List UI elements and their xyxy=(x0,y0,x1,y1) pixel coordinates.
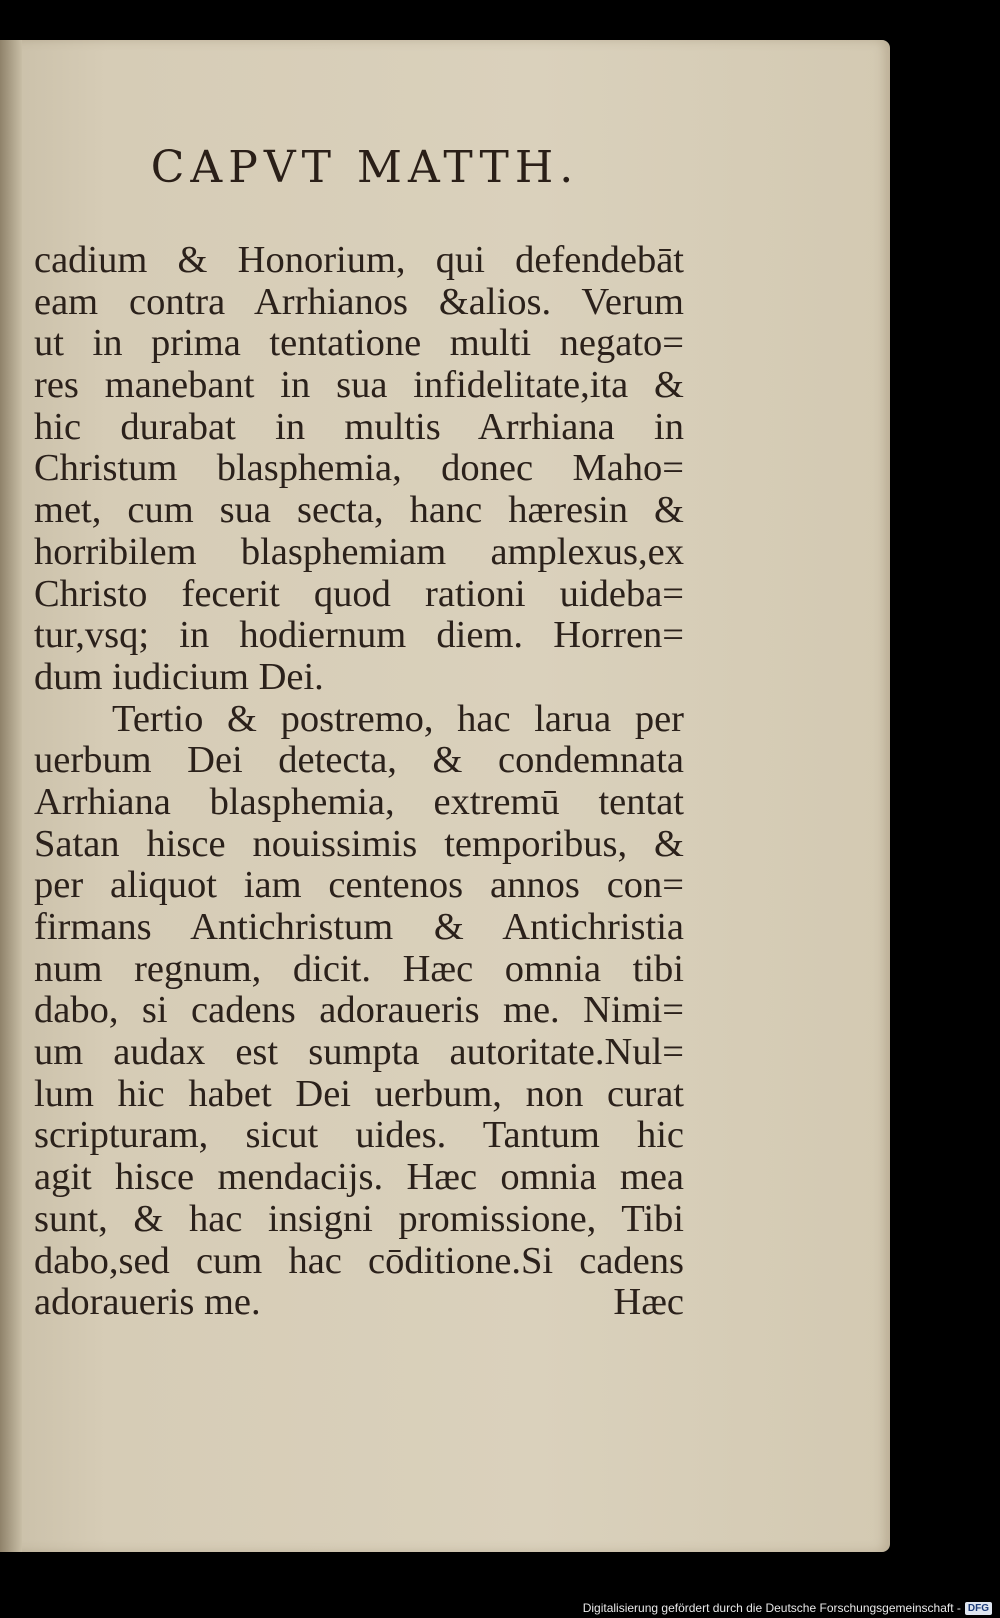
dfg-logo: DFG xyxy=(965,1602,992,1615)
text-line: lum hic habet Dei uerbum, non curat xyxy=(34,1072,684,1115)
text-line: dabo, si cadens adoraueris me. Nimi= xyxy=(34,989,684,1032)
catchword: Hæc xyxy=(613,1281,684,1324)
text-line: dabo,sed cum hac cōditione.Si cadens xyxy=(34,1239,684,1282)
text-line-end: adoraueris me. xyxy=(34,1281,261,1324)
text-line: dum iudicium Dei. xyxy=(34,655,324,698)
credit-text: Digitalisierung gefördert durch die Deutsche Forschungsgemeinschaft - xyxy=(582,1601,961,1615)
text-line: eam contra Arrhianos &alios. Verum xyxy=(34,280,684,323)
text-line: Satan hisce nouissimis temporibus, & xyxy=(34,822,684,865)
text-line: Christum blasphemia, donec Maho= xyxy=(34,447,684,490)
text-line: Christo fecerit quod rationi uideba= xyxy=(34,572,684,615)
text-line: per aliquot iam centenos annos con= xyxy=(34,864,684,907)
text-line: uerbum Dei detecta, & condemnata xyxy=(34,739,684,782)
text-line: tur,vsq; in hodiernum diem. Horren= xyxy=(34,614,684,657)
text-line: num regnum, dicit. Hæc omnia tibi xyxy=(34,947,684,990)
running-head: CAPVT MATTH. xyxy=(150,142,580,193)
text-line: hic durabat in multis Arrhiana in xyxy=(34,405,684,448)
text-line: sunt, & hac insigni promissione, Tibi xyxy=(34,1197,684,1240)
text-line: scripturam, sicut uides. Tantum hic xyxy=(34,1114,684,1157)
book-page xyxy=(0,40,890,1552)
text-line: met, cum sua secta, hanc hæresin & xyxy=(34,489,684,532)
text-line: um audax est sumpta autoritate.Nul= xyxy=(34,1031,684,1074)
text-line: ut in prima tentatione multi negato= xyxy=(34,322,684,365)
text-line: cadium & Honorium, qui defendebāt xyxy=(34,239,684,281)
last-line xyxy=(34,1282,684,1324)
text-line: res manebant in sua infidelitate,ita & xyxy=(34,364,684,407)
text-line: firmans Antichristum & Antichristia xyxy=(34,906,684,948)
body-text xyxy=(34,240,684,1324)
text-line: horribilem blasphemiam amplexus,ex xyxy=(34,530,684,573)
text-line: agit hisce mendacijs. Hæc omnia mea xyxy=(34,1156,684,1199)
digitization-credit xyxy=(583,1598,992,1618)
text-line: Arrhiana blasphemia, extremū tentat xyxy=(34,780,684,823)
paragraph-first-line: Tertio & postremo, hac larua per xyxy=(112,697,684,740)
